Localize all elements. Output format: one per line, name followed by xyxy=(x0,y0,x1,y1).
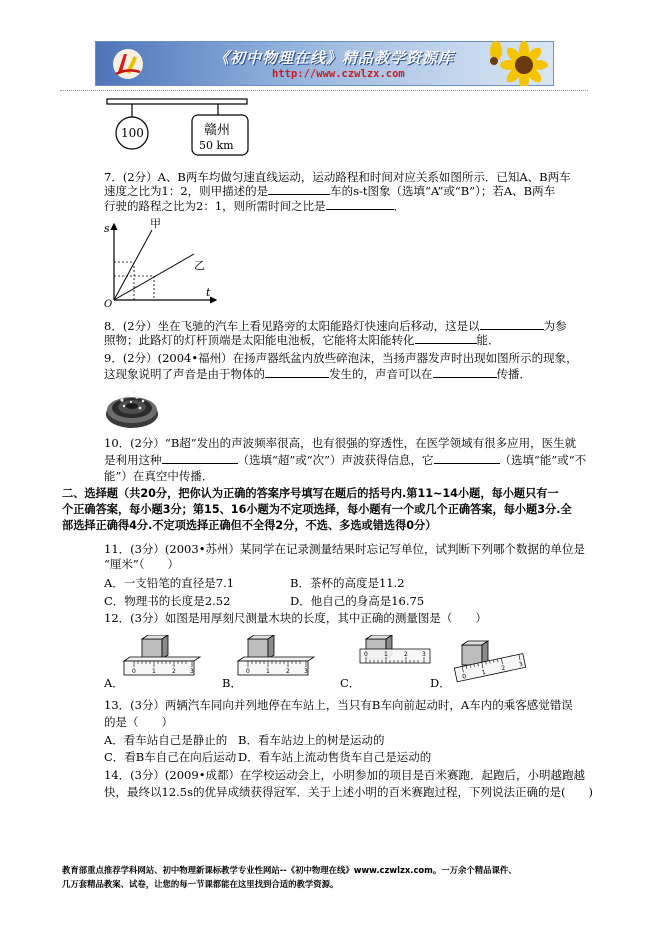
q10-text-2a: 是利用这种 xyxy=(104,453,162,467)
footer-line-2: 几万套精品教案、试卷，让您的每一节课都能在这里找到合适的教学资源。 xyxy=(62,879,339,889)
ruler-figure-c xyxy=(352,635,434,681)
ruler-d-tick-0: 0 xyxy=(461,672,467,681)
section2-line-1: 二、选择题（共20分，把你认为正确的答案序号填写在题后的括号内.第11~14小题，每小题只有一 xyxy=(62,487,559,500)
ruler-a-tick-0: 0 xyxy=(132,668,136,675)
q8-line-1 xyxy=(104,319,567,333)
ruler-figure-d xyxy=(448,635,530,683)
q10-text-2b: （选填“超”或“次”）声波获得信息，它 xyxy=(237,453,434,467)
q10-blank-1[interactable] xyxy=(162,453,238,464)
q12-option-b[interactable]: B． xyxy=(222,676,242,690)
q7-line-1: 7．(2分）A、B两车均做匀速直线运动，运动路程和时间对应关系如图所示．已知A、B两车 xyxy=(104,170,571,184)
q12-option-d[interactable]: D． xyxy=(430,676,451,690)
q9-blank-1[interactable] xyxy=(265,367,329,378)
q9-text-2b: 发生的，声音可以在 xyxy=(329,367,433,381)
graph-yi-label: 乙 xyxy=(194,259,205,272)
q12-option-a[interactable]: A． xyxy=(104,676,124,690)
ruler-a-tick-2: 2 xyxy=(172,668,176,675)
q12-option-c[interactable]: C． xyxy=(340,676,361,690)
ruler-b-tick-0: 0 xyxy=(246,668,250,675)
speaker-icon xyxy=(104,386,160,430)
q7-blank-2[interactable] xyxy=(326,199,394,210)
q9-blank-2[interactable] xyxy=(433,367,497,378)
q11-option-d[interactable]: D．他自己的身高是16.75 xyxy=(290,594,425,608)
q13-line-1: 13．(3分）两辆汽车同向并列地停在车站上，当只有B车向前起动时，A车内的乘客感觉错误 xyxy=(104,698,573,712)
ruler-figure-a xyxy=(120,635,202,681)
ruler-b-tick-2: 2 xyxy=(286,668,290,675)
q8-blank-1[interactable] xyxy=(480,319,544,330)
q11-line-1: 11．(3分）(2003•苏州）某同学在记录测量结果时忘记写单位，试判断下列哪个数据的单位是 xyxy=(104,542,585,556)
q7-line-2 xyxy=(104,184,555,198)
place-sign: 赣州 xyxy=(204,123,231,138)
q8-line-2 xyxy=(104,333,500,347)
ruler-b-tick-3: 3 xyxy=(304,668,308,675)
q8-text-2b: 能． xyxy=(476,333,500,347)
ruler-c-tick-3: 3 xyxy=(422,651,426,658)
q7-text-3a: 行驶的路程之比为2：1，则所需时间之比是 xyxy=(104,199,326,213)
graph-s-label: s xyxy=(104,222,110,235)
section2-line-2: 个正确答案，每小题3分；第15、16小题为不定项选择，每小题有一个或几个正确答案，每小题3分.全 xyxy=(62,503,572,516)
ruler-figure-b xyxy=(234,635,316,681)
ruler-c-tick-0: 0 xyxy=(364,651,368,658)
q9-line-1: 9．(2分）(2004•福州）在扬声器纸盆内放些碎泡沫，当扬声器发声时出现如图所示的现象， xyxy=(104,351,578,365)
q9-text-2a: 这现象说明了声音是由于物体的 xyxy=(104,367,265,381)
header-url[interactable]: http://www.czwlzx.com xyxy=(272,68,405,80)
footer-line-1: 教育部重点推荐学科网站、初中物理新课标教学专业性网站--《初中物理在线》www.czwlzx.com。一万余个精品课件、 xyxy=(62,865,517,875)
q13-option-d[interactable]: D．看车站上流动售货车自己是运动的 xyxy=(238,750,432,764)
q9-line-2 xyxy=(104,367,531,381)
q7-text-2a: 速度之比为1：2，则甲描述的是 xyxy=(104,184,269,198)
ruler-c-tick-2: 2 xyxy=(404,651,408,658)
q10-line-1: 10．(2分）“B超”发出的声波频率很高，也有很强的穿透性，在医学领域有很多应用，医生就 xyxy=(104,436,577,450)
q13-option-a[interactable]: A．看车站自己是静止的 xyxy=(104,733,228,747)
q7-line-3 xyxy=(104,199,405,213)
q13-line-2: 的是（ ） xyxy=(104,715,173,729)
graph-jia-label: 甲 xyxy=(150,217,161,230)
logo-icon xyxy=(110,46,146,82)
distance-sign: 50 km xyxy=(199,139,234,152)
q8-text-1a: 8．(2分）坐在飞驰的汽车上看见路旁的太阳能路灯快速向后移动，这是以 xyxy=(104,319,480,333)
section2-line-3: 部选择正确得4分.不定项选择正确但不全得2分，不选、多选或错选得0分） xyxy=(62,519,437,532)
q11-line-2: “厘米”（ ） xyxy=(104,557,180,571)
ruler-a-tick-1: 1 xyxy=(152,668,156,675)
q7-blank-1[interactable] xyxy=(268,184,330,195)
q13-option-b[interactable]: B．看车站边上的树是运动的 xyxy=(238,733,385,747)
q11-option-c[interactable]: C．物理书的长度是2.52 xyxy=(104,594,231,608)
q14-line-1: 14．(3分）(2009•成都）在学校运动会上，小明参加的项目是百米赛跑．起跑后，小明越跑越 xyxy=(104,768,585,782)
ruler-a-tick-3: 3 xyxy=(190,668,194,675)
ruler-d-tick-3: 3 xyxy=(518,660,524,669)
ruler-d-tick-1: 1 xyxy=(481,668,487,677)
q10-line-2 xyxy=(104,453,586,467)
q11-option-a[interactable]: A．一支铅笔的直径是7.1 xyxy=(104,576,235,590)
q13-option-c[interactable]: C．看B车自己在向后运动 xyxy=(104,750,237,764)
ruler-b-tick-1: 1 xyxy=(266,668,270,675)
header-title: 《初中物理在线》精品教学资源库 xyxy=(214,49,455,67)
q11-option-b[interactable]: B．茶杯的高度是11.2 xyxy=(290,576,405,590)
ruler-c-tick-1: 1 xyxy=(384,651,388,658)
sunflower-icon xyxy=(488,41,554,86)
ruler-d-tick-2: 2 xyxy=(500,664,506,673)
q7-text-3b: ． xyxy=(393,199,406,213)
q10-text-2c: （选填“能”或“不 xyxy=(499,453,587,467)
q8-text-2a: 照物；此路灯的灯杆顶端是太阳能电池板，它能将太阳能转化 xyxy=(104,333,415,347)
q10-blank-2[interactable] xyxy=(434,453,500,464)
speed-limit-sign: 100 xyxy=(121,126,144,140)
q8-blank-2[interactable] xyxy=(415,333,477,344)
q7-text-2b: 车的s-t图象（选填“A”或“B”）；若A、B两车 xyxy=(330,184,556,198)
q8-text-1b: 为参 xyxy=(543,319,567,333)
q9-text-2c: 传播． xyxy=(496,367,531,381)
header-banner xyxy=(95,41,554,86)
header-rule xyxy=(60,90,588,91)
graph-t-label: t xyxy=(206,286,211,299)
graph-origin-label: O xyxy=(104,299,113,310)
q12-line-1: 12．(3分）如图是用厚刻尺测量木块的长度，其中正确的测量图是（ ） xyxy=(104,611,487,625)
q14-line-2: 快，最终以12.5s的优异成绩获得冠军．关于上述小明的百米赛跑过程，下列说法正确的是( ) xyxy=(104,785,593,799)
q10-line-3: 能”）在真空中传播． xyxy=(104,469,214,483)
